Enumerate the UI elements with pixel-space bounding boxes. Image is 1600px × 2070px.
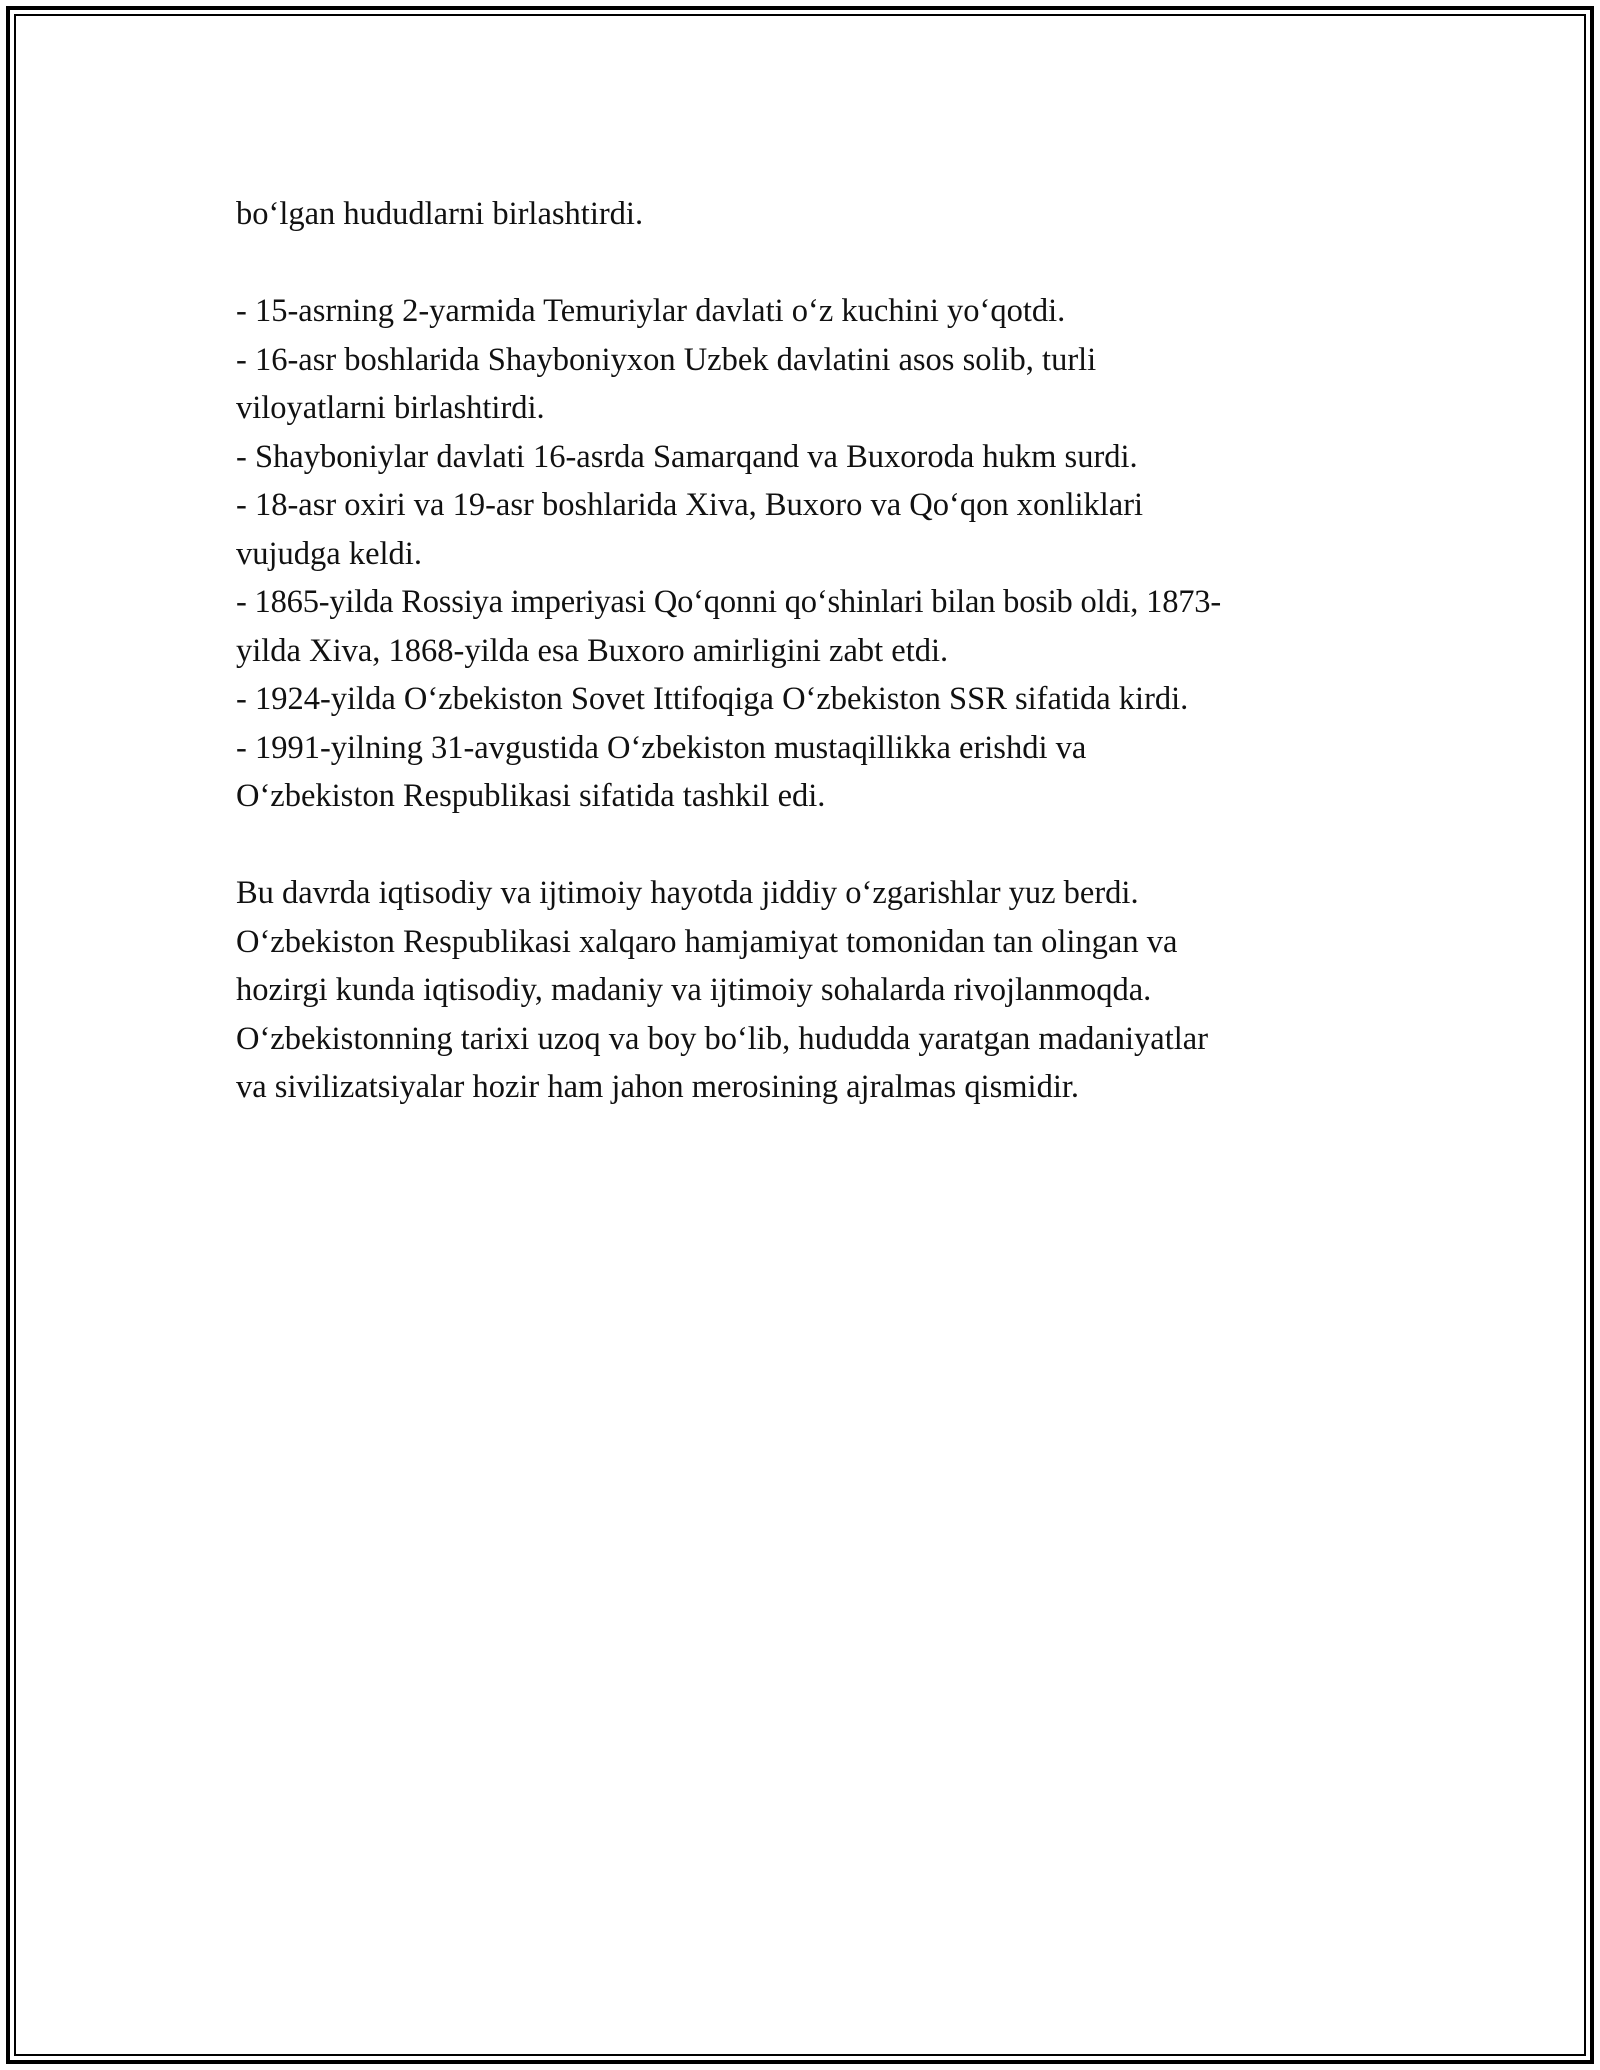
opening-line: bo‘lgan hududlarni birlashtirdi.	[236, 196, 644, 232]
paragraph-line: Bu davrda iqtisodiy va ijtimoiy hayotda jiddiy o‘zgarishlar yuz berdi.	[236, 875, 1139, 911]
timeline-item-continuation: O‘zbekiston Respublikasi sifatida tashkil edi.	[236, 778, 826, 814]
timeline-item-continuation: vujudga keldi.	[236, 535, 422, 572]
timeline-item: - 1865-yilda Rossiya imperiyasi Qo‘qonni qo‘shinlari bilan bosib oldi, 1873-	[236, 584, 1221, 620]
paragraph-line: O‘zbekistonning tarixi uzoq va boy bo‘lib, hududda yaratgan madaniyatlar	[236, 1020, 1209, 1057]
timeline-item: - 1991-yilning 31-avgustida O‘zbekiston mustaqillikka erishdi va	[236, 729, 1087, 766]
paragraph-spacer	[236, 239, 1376, 288]
paragraph-spacer	[236, 821, 1376, 870]
timeline-item: - 1924-yilda O‘zbekiston Sovet Ittifoqiga O‘zbekiston SSR sifatida kirdi.	[236, 681, 1189, 717]
timeline-item-continuation: viloyatlarni birlashtirdi.	[236, 390, 545, 426]
timeline-item: - 15-asrning 2-yarmida Temuriylar davlati o‘z kuchini yo‘qotdi.	[236, 293, 1066, 329]
document-body	[236, 190, 1376, 1112]
paragraph-line: O‘zbekiston Respublikasi xalqaro hamjamiyat tomonidan tan olingan va	[236, 923, 1178, 960]
closing-paragraph	[236, 869, 1376, 1112]
timeline-item: - 18-asr oxiri va 19-asr boshlarida Xiva, Buxoro va Qo‘qon xonliklari	[236, 487, 1144, 523]
paragraph-line: hozirgi kunda iqtisodiy, madaniy va ijtimoiy sohalarda rivojlanmoqda.	[236, 972, 1152, 1008]
timeline-item: - 16-asr boshlarida Shayboniyxon Uzbek davlatini asos solib, turli	[236, 341, 1097, 378]
timeline-item-continuation: yilda Xiva, 1868-yilda esa Buxoro amirligini zabt etdi.	[236, 632, 949, 669]
timeline-list	[236, 287, 1376, 821]
timeline-item: - Shayboniylar davlati 16-asrda Samarqand va Buxoroda hukm surdi.	[236, 438, 1138, 475]
paragraph-line: va sivilizatsiyalar hozir ham jahon merosining ajralmas qismidir.	[236, 1069, 1080, 1105]
